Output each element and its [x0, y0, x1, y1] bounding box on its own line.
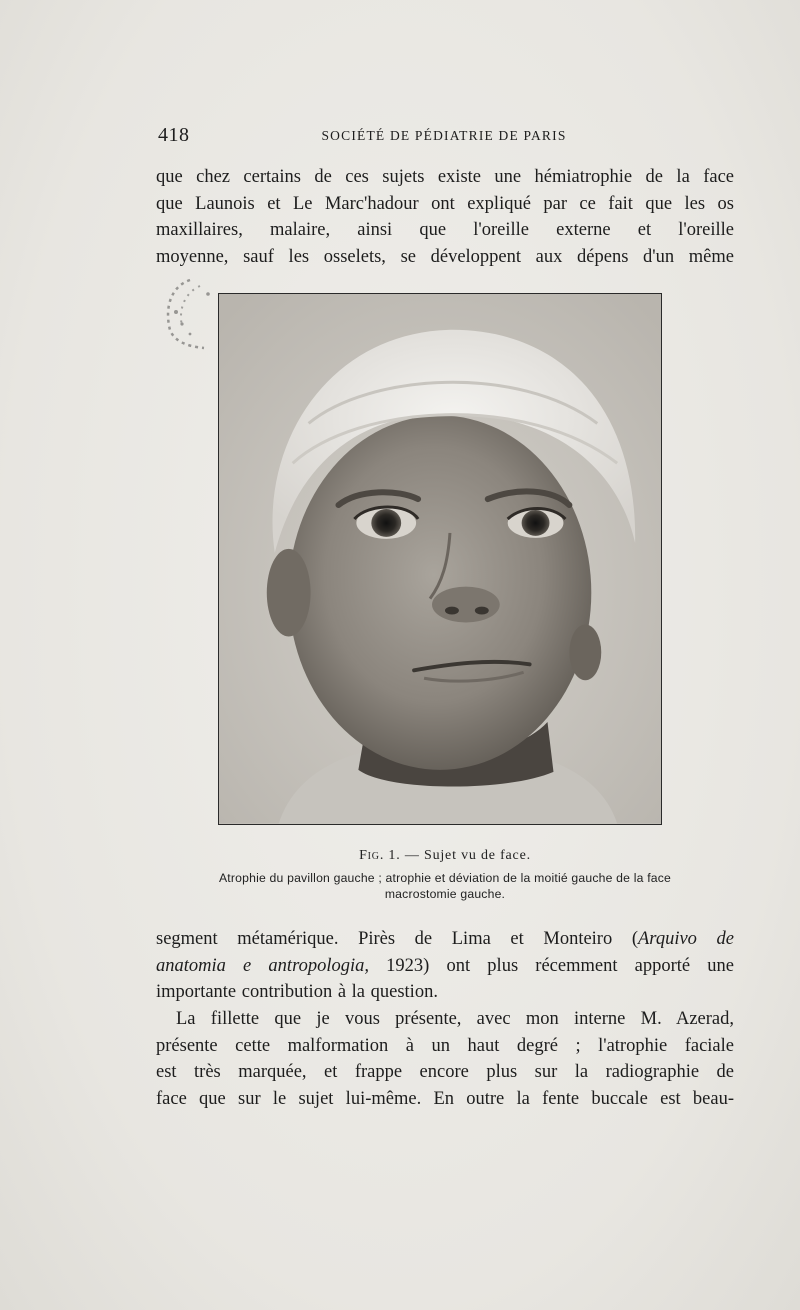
journal-title: Arquivo de [638, 929, 734, 949]
text-line: La fillette que je vous présente, avec mon interne M. Azerad, [176, 1009, 734, 1029]
figure-caption [150, 848, 740, 902]
caption-description [150, 870, 740, 902]
caption-dash: — [404, 848, 420, 863]
running-head: SOCIÉTÉ DE PÉDIATRIE DE PARIS [321, 128, 567, 143]
text-line [156, 926, 734, 953]
text-run: 1923) ont plus récemment apporté une [369, 955, 734, 976]
caption-line: macrostomie gauche. [384, 887, 506, 901]
text-line: présente cette malformation à un haut degré ; l'atrophie faciale [156, 1035, 734, 1056]
text-line: que Launois et Le Marc'hadour ont expliqué par ce fait que les os [156, 193, 734, 214]
text-line: face que sur le sujet lui-même. En outre la fente buccale est beau- [156, 1088, 734, 1109]
text-line [156, 953, 734, 980]
caption-line: Atrophie du pavillon gauche ; atrophie et déviation de la moitié gauche de la face [218, 871, 672, 885]
paragraph-case [156, 1006, 734, 1112]
text-line: maxillaires, malaire, ainsi que l'oreille externe et l'oreille [156, 220, 734, 240]
text-line: est très marquée, et frappe encore plus sur la radiographie de [156, 1062, 734, 1082]
portrait-photo [219, 294, 661, 824]
figure-photograph [218, 293, 662, 825]
caption-title-text: Sujet vu de face. [423, 848, 531, 863]
caption-title [150, 848, 740, 864]
text-line: importante contribution à la question. [156, 982, 438, 1002]
text-line: que chez certains de ces sujets existe une hémiatrophie de la face [156, 167, 734, 187]
page-header [158, 124, 730, 148]
paragraph-intro [156, 164, 734, 270]
page-number: 418 [158, 124, 190, 146]
paragraph-references [156, 926, 734, 1006]
text-run: segment métamérique. Pirès de Lima et Monteiro ( [156, 929, 638, 949]
text-line: moyenne, sauf les osselets, se développent aux dépens d'un même [156, 246, 734, 267]
library-stamp [160, 272, 222, 352]
journal-title: anatomia e antropologia, [156, 955, 369, 976]
figure-label: Fig. 1. [359, 848, 401, 863]
